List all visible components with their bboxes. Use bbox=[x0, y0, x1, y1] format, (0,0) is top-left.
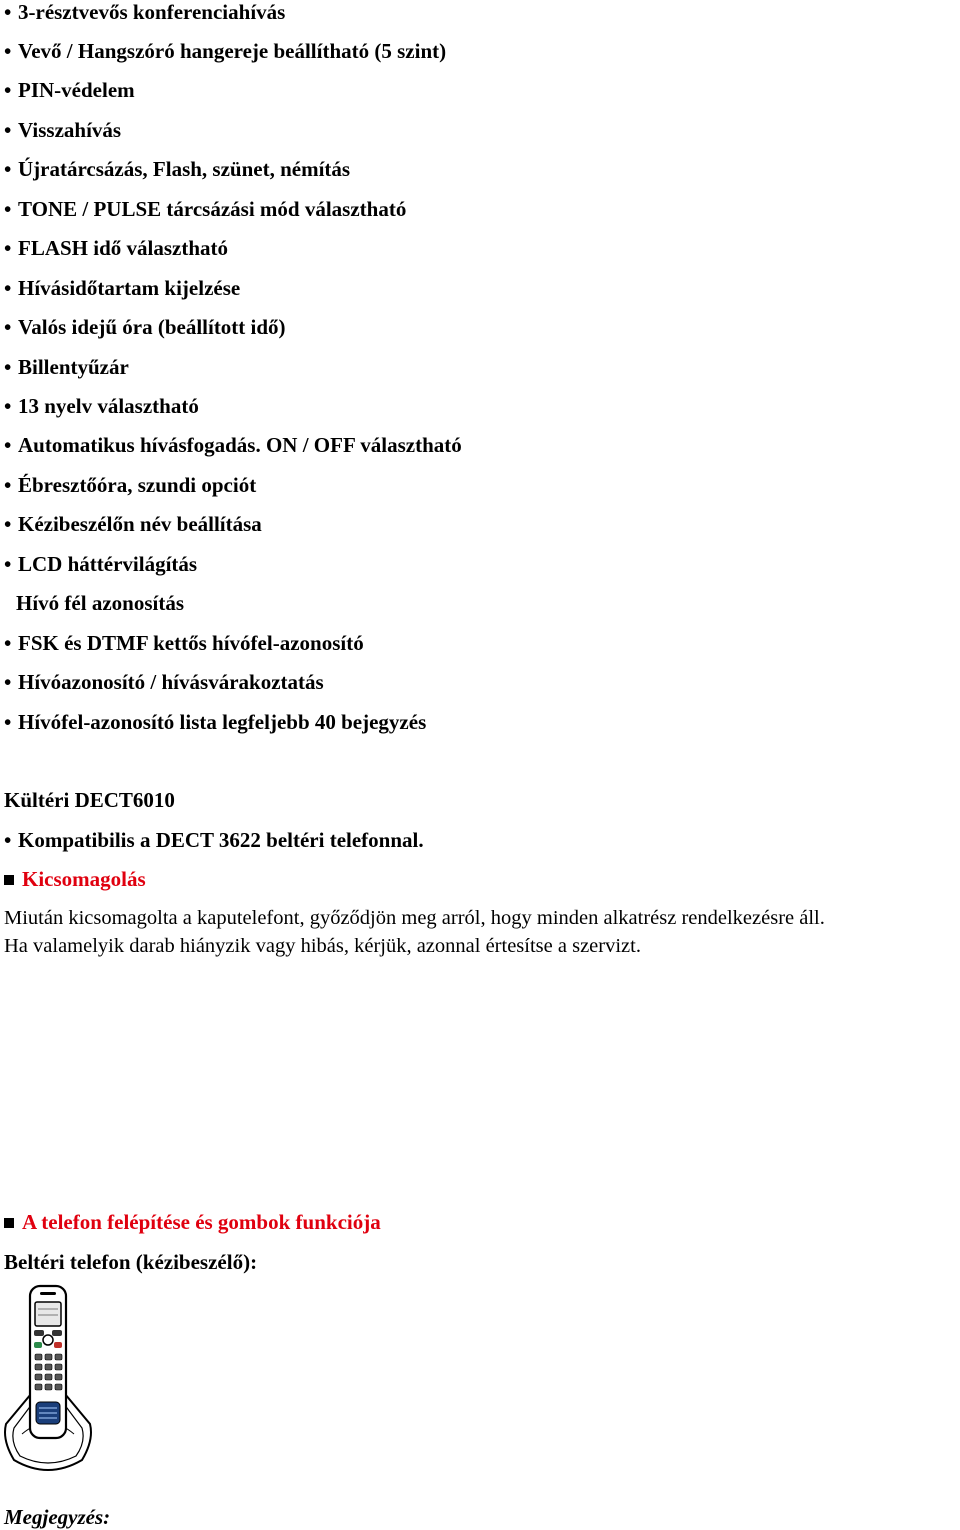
caller-id-item: • FSK és DTMF kettős hívófel-azonosító bbox=[4, 631, 364, 655]
bullet-icon: • bbox=[4, 78, 12, 102]
bullet-icon: • bbox=[4, 433, 12, 457]
feature-item: • Ébresztőóra, szundi opciót bbox=[4, 473, 257, 497]
bullet-icon: • bbox=[4, 828, 12, 852]
outdoor-heading: Kültéri DECT6010 bbox=[4, 788, 175, 812]
bullet-icon: • bbox=[4, 197, 12, 221]
unpacking-text-line: Miután kicsomagolta a kaputelefont, győződjön meg arról, hogy minden alkatrész rendelkezésre áll. bbox=[4, 907, 825, 929]
bullet-icon: • bbox=[4, 394, 12, 418]
bullet-icon: • bbox=[4, 118, 12, 142]
bullet-icon: • bbox=[4, 670, 12, 694]
bullet-icon: • bbox=[4, 315, 12, 339]
bullet-icon: • bbox=[4, 236, 12, 260]
indoor-phone-label: Beltéri telefon (kézibeszélő): bbox=[4, 1250, 258, 1274]
bullet-icon: • bbox=[4, 473, 12, 497]
feature-item: • 3-résztvevős konferenciahívás bbox=[4, 0, 286, 24]
unpacking-text-line: Ha valamelyik darab hiányzik vagy hibás, kérjük, azonnal értesítse a szervizt. bbox=[4, 935, 641, 957]
note-label: Megjegyzés: bbox=[4, 1505, 111, 1529]
outdoor-item: • Kompatibilis a DECT 3622 beltéri telefonnal. bbox=[4, 828, 424, 852]
feature-item: • TONE / PULSE tárcsázási mód választható bbox=[4, 197, 407, 221]
black-square-icon bbox=[4, 1218, 14, 1228]
unpacking-section-heading: Kicsomagolás bbox=[4, 867, 146, 891]
feature-item: • Valós idejű óra (beállított idő) bbox=[4, 315, 286, 339]
feature-item: • Kézibeszélőn név beállítása bbox=[4, 512, 262, 536]
black-square-icon bbox=[4, 875, 14, 885]
caller-id-item: • Hívófel-azonosító lista legfeljebb 40 bejegyzés bbox=[4, 710, 427, 734]
feature-item: • Hívásidőtartam kijelzése bbox=[4, 276, 241, 300]
bullet-icon: • bbox=[4, 157, 12, 181]
bullet-icon: • bbox=[4, 710, 12, 734]
bullet-icon: • bbox=[4, 512, 12, 536]
bullet-icon: • bbox=[4, 0, 12, 24]
feature-item: • Újratárcsázás, Flash, szünet, némítás bbox=[4, 157, 351, 181]
bullet-icon: • bbox=[4, 39, 12, 63]
bullet-icon: • bbox=[4, 552, 12, 576]
structure-section-heading: A telefon felépítése és gombok funkciója bbox=[4, 1210, 381, 1234]
feature-item: • LCD háttérvilágítás bbox=[4, 552, 198, 576]
cordless-handset-on-base-icon bbox=[2, 1284, 94, 1480]
feature-item: • PIN-védelem bbox=[4, 78, 135, 102]
feature-item: • Billentyűzár bbox=[4, 355, 129, 379]
feature-item: • Automatikus hívásfogadás. ON / OFF választható bbox=[4, 433, 462, 457]
feature-item: • 13 nyelv választható bbox=[4, 394, 199, 418]
bullet-icon: • bbox=[4, 276, 12, 300]
feature-item: • Vevő / Hangszóró hangereje beállítható (5 szint) bbox=[4, 39, 447, 63]
caller-id-heading: Hívó fél azonosítás bbox=[16, 591, 184, 615]
bullet-icon: • bbox=[4, 631, 12, 655]
caller-id-item: • Hívóazonosító / hívásvárakoztatás bbox=[4, 670, 324, 694]
feature-item: • Visszahívás bbox=[4, 118, 122, 142]
bullet-icon: • bbox=[4, 355, 12, 379]
feature-item: • FLASH idő választható bbox=[4, 236, 229, 260]
